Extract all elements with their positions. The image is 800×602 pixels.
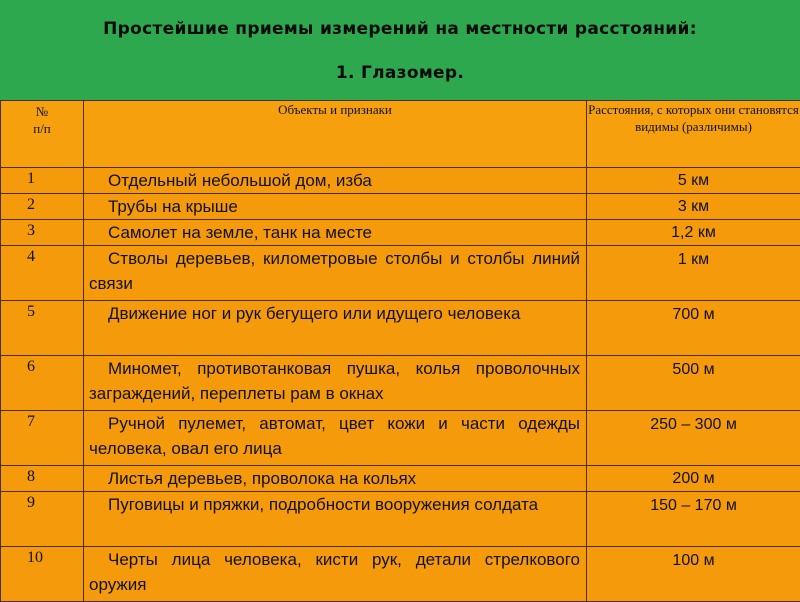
table-row: [1, 246, 800, 301]
table-row: [1, 356, 800, 411]
row-description-text: Листья деревьев, проволока на кольях: [89, 466, 580, 491]
row-description-text: Трубы на крыше: [89, 194, 580, 219]
row-distance: 250 – 300 м: [587, 411, 800, 466]
header-number: [1, 101, 84, 168]
row-distance: 100 м: [587, 547, 800, 602]
row-description-text: Черты лица человека, кисти рук, детали стрелкового оружия: [89, 547, 580, 597]
row-number: 8: [1, 466, 84, 492]
header-number-symbol: №: [1, 103, 83, 120]
table-row: [1, 466, 800, 492]
row-number: 9: [1, 492, 84, 547]
row-description: [84, 301, 587, 356]
row-description: [84, 246, 587, 301]
slide-header: [0, 0, 800, 100]
row-distance: 5 км: [587, 168, 800, 194]
table-row: [1, 220, 800, 246]
row-description-text: Стволы деревьев, километровые столбы и столбы линий связи: [89, 246, 580, 296]
table-row: [1, 411, 800, 466]
row-number: 1: [1, 168, 84, 194]
row-description-text: Движение ног и рук бегущего или идущего человека: [89, 301, 580, 326]
table-row: [1, 547, 800, 602]
row-description: [84, 220, 587, 246]
row-distance: 200 м: [587, 466, 800, 492]
row-number: 7: [1, 411, 84, 466]
header-objects: Объекты и признаки: [84, 101, 587, 168]
slide-subtitle: 1. Глазомер.: [0, 63, 800, 83]
header-number-abbr: п/п: [1, 120, 83, 137]
row-distance: 700 м: [587, 301, 800, 356]
table-row: [1, 194, 800, 220]
row-description-text: Миномет, противотанковая пушка, колья проволочных заграждений, переплеты рам в окнах: [89, 356, 580, 406]
table-row: [1, 301, 800, 356]
row-distance: 150 – 170 м: [587, 492, 800, 547]
row-description: [84, 356, 587, 411]
row-description-text: Пуговицы и пряжки, подробности вооружения солдата: [89, 492, 580, 517]
row-description: [84, 492, 587, 547]
row-description-text: Отдельный небольшой дом, изба: [89, 168, 580, 193]
header-distance: Расстояния, с которых они становятся видимы (различимы): [587, 101, 800, 168]
row-description-text: Самолет на земле, танк на месте: [89, 220, 580, 245]
row-number: 3: [1, 220, 84, 246]
row-distance: 1,2 км: [587, 220, 800, 246]
table-row: [1, 492, 800, 547]
row-description: [84, 194, 587, 220]
row-description: [84, 411, 587, 466]
table-header-row: [1, 101, 800, 168]
row-distance: 1 км: [587, 246, 800, 301]
row-number: 5: [1, 301, 84, 356]
row-number: 2: [1, 194, 84, 220]
row-description: [84, 466, 587, 492]
row-description-text: Ручной пулемет, автомат, цвет кожи и части одежды человека, овал его лица: [89, 411, 580, 461]
slide-title: Простейшие приемы измерений на местности расстояний:: [0, 19, 800, 39]
table-row: [1, 168, 800, 194]
row-description: [84, 547, 587, 602]
distance-table: [0, 100, 800, 602]
row-number: 4: [1, 246, 84, 301]
row-number: 10: [1, 547, 84, 602]
row-number: 6: [1, 356, 84, 411]
row-distance: 500 м: [587, 356, 800, 411]
row-distance: 3 км: [587, 194, 800, 220]
row-description: [84, 168, 587, 194]
